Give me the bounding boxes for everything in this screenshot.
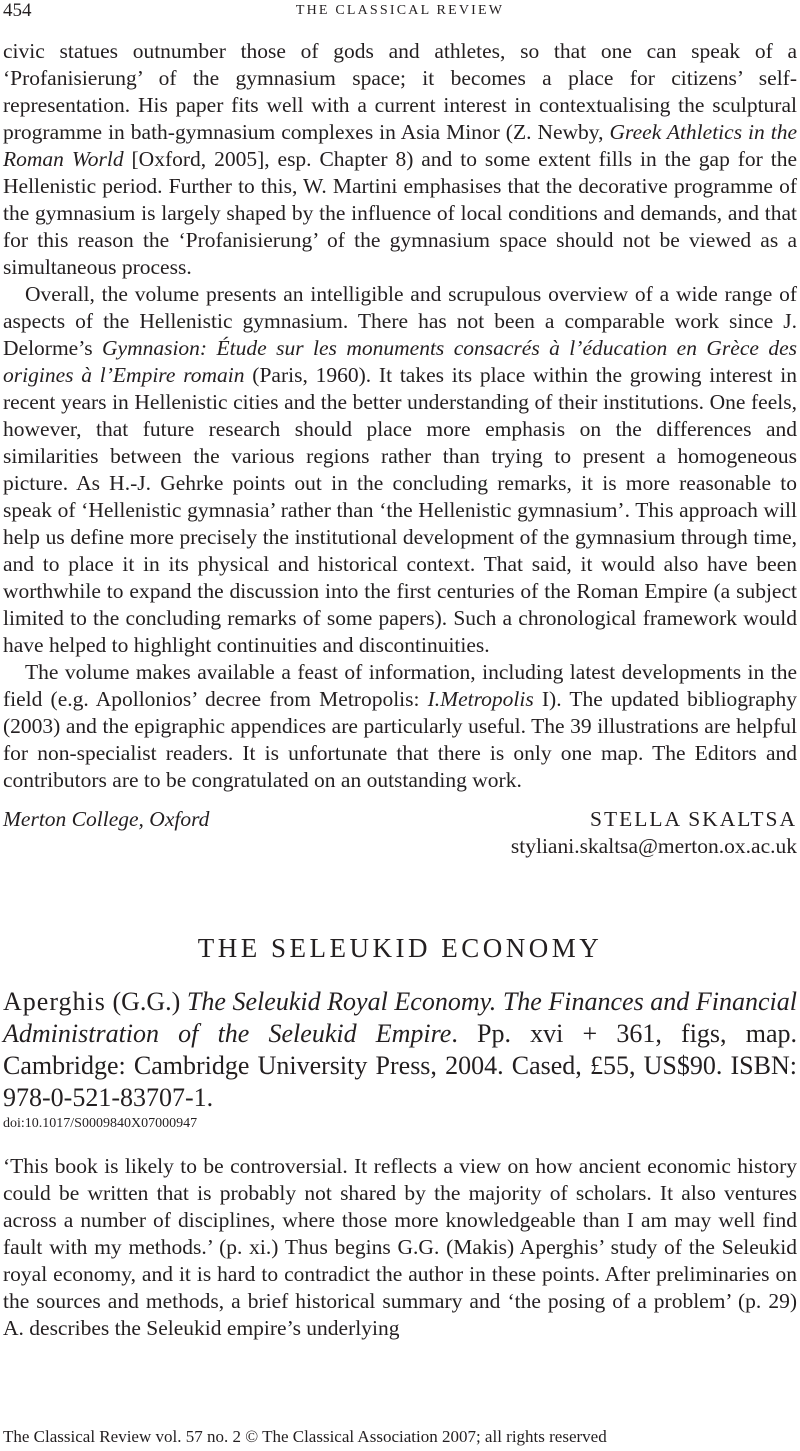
review2-book-citation: [3, 986, 797, 1114]
page-body: [3, 38, 797, 1342]
cited-title: Gymnasion: Étude sur les monuments consacrés à l’éducation en Grèce des origines à l’Empire romain: [3, 336, 797, 387]
cited-title: I.Metropolis: [427, 687, 534, 711]
reviewer-email[interactable]: styliani.skaltsa@merton.ox.ac.uk: [510, 834, 797, 858]
review1-paragraph-3: The volume makes available a feast of information, including latest developments in the field (e.g. Apollonios’ decree from Metropolis: I.Metropolis I). The updated bibliography (2003) and the epigraphic appendices are particularly useful. The 39 illustrations are helpful for non-specialist readers. It is unfortunate that there is only one map. The Editors and contributors are to be congratulated on an outstanding work.: [3, 660, 797, 792]
review2-paragraph-1: ‘This book is likely to be controversial. It reflects a view on how ancient economic history could be written that is probably not shared by the majority of scholars. It also ventures across a number of disciplines, where those more knowledgeable than I am may well find fault with my methods.’ (p. xi.) Thus begins G.G. (Makis) Aperghis’ study of the Seleukid royal economy, and it is hard to contradict the author in these points. After preliminaries on the sources and methods, a brief historical summary and ‘the posing of a problem’ (p. 29) A. describes the Seleukid empire’s underlying: [3, 1154, 797, 1340]
page-header: [0, 0, 800, 24]
book-author: Aperghis: [3, 987, 106, 1016]
reviewer-affiliation: Merton College, Oxford: [3, 807, 210, 831]
book-details: . Pp. xvi + 361, figs, map. Cambridge: Cambridge University Press, 2004. Cased, £55, US$90. ISBN: 978-0-521-83707-1.: [3, 1019, 797, 1112]
review1-paragraph-1: civic statues outnumber those of gods and athletes, so that one can speak of a ‘Profanisierung’ of the gymnasium space; it becomes a place for citizens’ self-representation. His paper fits well with a current interest in contextualising the sculptural programme in bath-gymnasium complexes in Asia Minor (Z. Newby, Greek Athletics in the Roman World [Oxford, 2005], esp. Chapter 8) and to some extent fills in the gap for the Hellenistic period. Further to this, W. Martini emphasises that the decorative programme of the gymnasium is largely shaped by the influence of local conditions and demands, and that for this reason the ‘Profanisierung’ of the gymnasium space should not be viewed as a simultaneous process.: [3, 39, 797, 279]
review2-section-title: THE SELEUKID ECONOMY: [197, 933, 603, 963]
book-author-initials: (G.G.): [105, 987, 187, 1016]
running-title: THE CLASSICAL REVIEW: [295, 3, 505, 18]
doi-link[interactable]: doi:10.1017/S0009840X07000947: [3, 1116, 198, 1131]
review1-signature: [3, 806, 797, 862]
page-footer: The Classical Review vol. 57 no. 2 © The Classical Association 2007; all rights reserved: [3, 1427, 607, 1446]
book-title: The Seleukid Royal Economy. The Finances and Financial Administration of the Seleukid Empire: [3, 987, 797, 1048]
cited-title: Greek Athletics in the Roman World: [3, 120, 797, 171]
page-number: 454: [3, 0, 32, 21]
reviewer-name: STELLA SKALTSA: [590, 807, 797, 831]
review1-paragraph-2: Overall, the volume presents an intelligible and scrupulous overview of a wide range of aspects of the Hellenistic gymnasium. There has not been a comparable work since J. Delorme’s Gymnasion: Étude sur les monuments consacrés à l’éducation en Grèce des origines à l’Empire romain (Paris, 1960). It takes its place within the growing interest in recent years in Hellenistic cities and the better understanding of their institutions. One feels, however, that future research should place more emphasis on the differences and similarities between the various regions rather than trying to present a homogeneous picture. As H.-J. Gehrke points out in the concluding remarks, it is more reasonable to speak of ‘Hellenistic gymnasia’ rather than ‘the Hellenistic gymnasium’. This approach will help us define more precisely the institutional development of the gymnasium through time, and to place it in its physical and historical context. That said, it would also have been worthwhile to expand the discussion into the first centuries of the Roman Empire (a subject limited to the concluding remarks of some papers). Such a chronological framework would have helped to highlight continuities and discontinuities.: [3, 282, 798, 657]
